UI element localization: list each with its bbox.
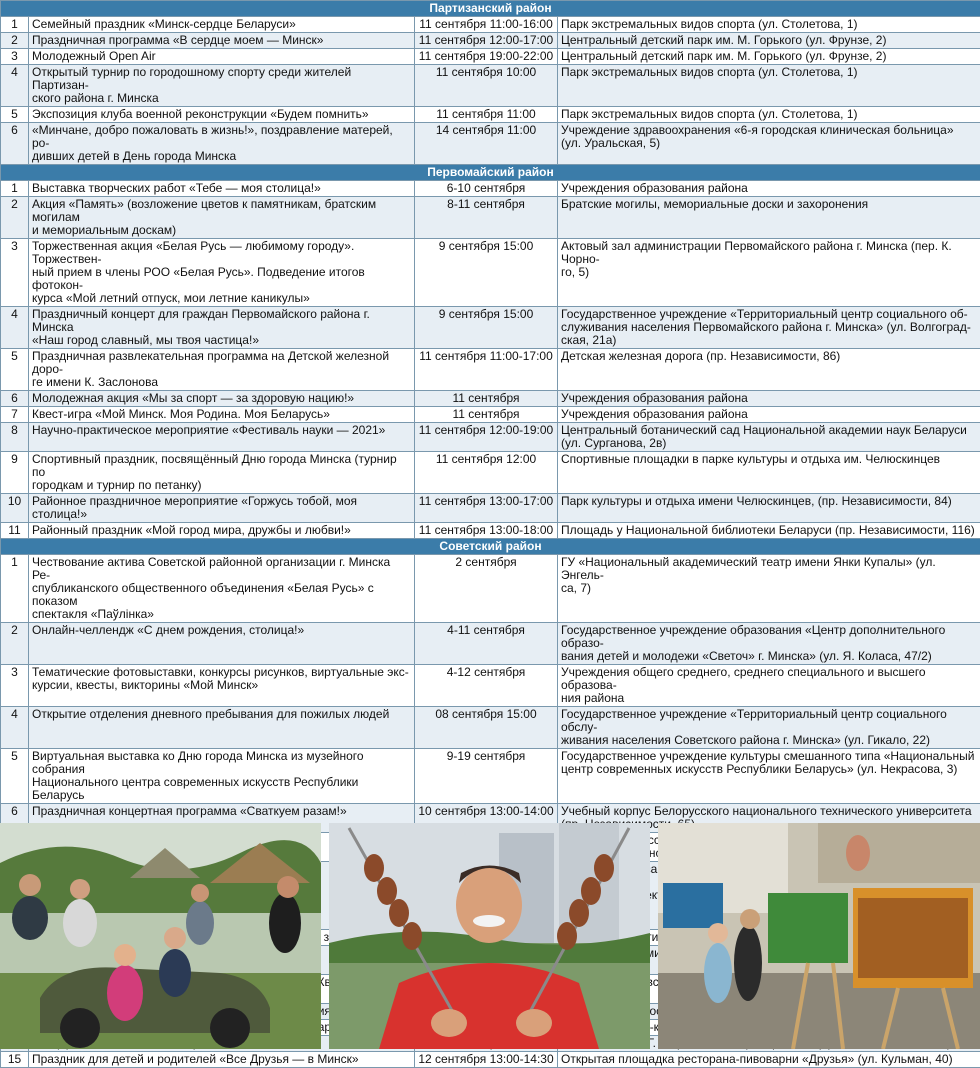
event-date bbox=[415, 555, 558, 623]
event-name bbox=[29, 423, 415, 452]
photo-man-with-shashlik-skewers bbox=[329, 823, 650, 1049]
cell-line: Парк экстремальных видов спорта (ул. Столетова, 1) bbox=[561, 65, 858, 79]
cell-line: 11 сентября bbox=[453, 391, 520, 405]
row-number: 11 bbox=[1, 523, 29, 539]
cell-line: ный прием в члены РОО «Белая Русь». Подведение итогов фотокон- bbox=[32, 265, 365, 292]
row-number: 5 bbox=[1, 107, 29, 123]
section-title: Партизанский район bbox=[1, 1, 980, 17]
cell-line: Парк экстремальных видов спорта (ул. Столетова, 1) bbox=[561, 107, 858, 121]
cell-line: спортивные bbox=[561, 930, 873, 944]
cell-line: 4-11 сентября bbox=[447, 623, 525, 637]
event-place bbox=[558, 494, 980, 523]
table-row bbox=[1, 494, 980, 523]
cell-line: Центральный детский парк им. М. Горького (ул. Фрунзе, 2) bbox=[561, 33, 886, 47]
event-name bbox=[29, 452, 415, 494]
row-number: 2 bbox=[1, 623, 29, 665]
event-name bbox=[29, 749, 415, 804]
cell-line: Государственное учреждение «Территориальный центр социального об- bbox=[561, 307, 968, 321]
photo-outdoor-art-exhibition bbox=[658, 823, 980, 1049]
event-place bbox=[558, 391, 980, 407]
event-place bbox=[558, 49, 980, 65]
table-row bbox=[1, 197, 980, 239]
event-date bbox=[415, 197, 558, 239]
cell-line: 11 сентября 11:00 bbox=[436, 107, 535, 121]
table-row bbox=[1, 555, 980, 623]
event-date bbox=[415, 239, 558, 307]
table-row bbox=[1, 181, 980, 197]
row-number: 9 bbox=[1, 452, 29, 494]
event-date bbox=[415, 17, 558, 33]
cell-line: 11 сентября 11:00-17:00 bbox=[419, 349, 553, 363]
cell-line: Национального центра современных искусств Республики Беларусь bbox=[32, 775, 358, 802]
cell-line: 11 сентября bbox=[453, 407, 520, 421]
cell-line: 12 сентября 13:00-14:30 bbox=[418, 1052, 553, 1066]
event-name bbox=[29, 407, 415, 423]
event-place bbox=[558, 555, 980, 623]
event-name bbox=[29, 17, 415, 33]
cell-line: ге имени К. Заслонова bbox=[32, 375, 158, 389]
cell-line: Районный праздник «Мой город мира, дружбы и любви!» bbox=[32, 523, 351, 537]
cell-line: Торжественная акция «Белая Русь — любимому городу». Торжествен- bbox=[32, 239, 354, 266]
event-date bbox=[415, 349, 558, 391]
event-place bbox=[558, 423, 980, 452]
cell-line: Спортивный праздник, посвящённый Дню города Минска (турнир по bbox=[32, 452, 397, 479]
photo-military-reenactment-sidecar-motorcycle bbox=[0, 823, 321, 1049]
cell-line: 8-11 сентября bbox=[447, 197, 525, 211]
cell-line: Учреждения образования района bbox=[561, 407, 748, 421]
event-name bbox=[29, 494, 415, 523]
event-date bbox=[415, 407, 558, 423]
event-name bbox=[29, 65, 415, 107]
cell-line: Учреждения образования района bbox=[561, 391, 748, 405]
cell-line: Онлайн-челлендж «С днем рождения, столица!» bbox=[32, 623, 304, 637]
event-place bbox=[558, 665, 980, 707]
cell-line: Выставка творческих работ «Тебе — моя столица!» bbox=[32, 181, 321, 195]
cell-line: Квест-игра «Мой Минск. Моя Родина. Моя Беларусь» bbox=[32, 407, 330, 421]
table-row bbox=[1, 33, 980, 49]
cell-line: Виртуальная выставка ко Дню города Минска из музейного собрания bbox=[32, 749, 364, 776]
cell-line: Праздничный концерт для граждан Первомайского района г. Минска bbox=[32, 307, 370, 334]
event-date bbox=[415, 707, 558, 749]
row-number: 7 bbox=[1, 407, 29, 423]
row-number: 6 bbox=[1, 391, 29, 407]
cell-line: Научно-практическое мероприятие «Фестиваль науки — 2021» bbox=[32, 423, 385, 437]
event-name bbox=[29, 555, 415, 623]
cell-line: 11 сентября 12:00-17:00 bbox=[419, 33, 553, 47]
cell-line: Открытый турнир по городошному спорту среди жителей Партизан- bbox=[32, 65, 351, 92]
cell-line: Спортивные площадки в парке культуры и отдыха им. Челюскинцев bbox=[561, 452, 940, 466]
event-name bbox=[29, 239, 415, 307]
table-row bbox=[1, 391, 980, 407]
cell-line: спубликанского общественного объединения «Белая Русь» с показом bbox=[32, 581, 374, 608]
cell-line: 11 сентября 10:00 bbox=[436, 65, 536, 79]
event-place bbox=[558, 349, 980, 391]
table-row bbox=[1, 123, 980, 165]
event-date bbox=[415, 1052, 558, 1068]
event-name bbox=[29, 107, 415, 123]
cell-line: дивших детей в День города Минска bbox=[32, 149, 236, 163]
cell-line: 9 сентября 15:00 bbox=[439, 307, 534, 321]
section-title: Первомайский район bbox=[1, 165, 980, 181]
event-date bbox=[415, 452, 558, 494]
cell-line: 11 сентября 12:00 bbox=[436, 452, 536, 466]
cell-line: городкам и турнир по петанку) bbox=[32, 478, 202, 492]
cell-line: 11 сентября 19:00-22:00 bbox=[419, 49, 553, 63]
table-row bbox=[1, 749, 980, 804]
cell-line: ского района г. Минска bbox=[32, 91, 159, 105]
section-header bbox=[1, 539, 980, 555]
event-date bbox=[415, 623, 558, 665]
row-number: 10 bbox=[1, 494, 29, 523]
section-header bbox=[1, 1, 980, 17]
cell-line: 08 сентября 15:00 bbox=[435, 707, 536, 721]
row-number: 2 bbox=[1, 33, 29, 49]
event-place bbox=[558, 623, 980, 665]
event-date bbox=[415, 33, 558, 49]
cell-line: Учреждения образования района bbox=[561, 181, 748, 195]
event-place bbox=[558, 107, 980, 123]
cell-line: Государственное учреждение «Территориальный центр социального обслу- bbox=[561, 707, 947, 734]
cell-line: 11 сентября 12:00-19:00 bbox=[419, 423, 553, 437]
row-number: 15 bbox=[1, 1052, 29, 1068]
cell-line: 9 сентября 15:00 bbox=[439, 239, 534, 253]
cell-line: Экспозиция клуба военной реконструкции «Будем помнить» bbox=[32, 107, 369, 121]
table-row bbox=[1, 1052, 980, 1068]
cell-line: вания детей и молодежи «Светоч» г. Минска» (ул. Я. Коласа, 47/2) bbox=[561, 649, 932, 663]
table-row bbox=[1, 307, 980, 349]
event-place bbox=[558, 239, 980, 307]
cell-line: ская, 21а) bbox=[561, 333, 616, 347]
cell-line: Центральный детский парк им. М. Горького (ул. Фрунзе, 2) bbox=[561, 49, 886, 63]
row-number: 3 bbox=[1, 49, 29, 65]
event-name bbox=[29, 307, 415, 349]
event-date bbox=[415, 494, 558, 523]
cell-line: (ул. Уральская, 5) bbox=[561, 136, 660, 150]
cell-line: спектакля «Паўлінка» bbox=[32, 607, 154, 621]
row-number: 5 bbox=[1, 349, 29, 391]
event-name bbox=[29, 665, 415, 707]
event-name bbox=[29, 197, 415, 239]
cell-line: го, 5) bbox=[561, 265, 589, 279]
event-date bbox=[415, 181, 558, 197]
event-place bbox=[558, 65, 980, 107]
event-name bbox=[29, 707, 415, 749]
event-name bbox=[29, 49, 415, 65]
cell-line: са, 7) bbox=[561, 581, 591, 595]
cell-line: 4-12 сентября bbox=[447, 665, 526, 679]
table-row bbox=[1, 17, 980, 33]
event-place bbox=[558, 523, 980, 539]
cell-line: Центральный ботанический сад Национальной академии наук Беларуси bbox=[561, 423, 967, 437]
event-date bbox=[415, 123, 558, 165]
cell-line: Детская железная дорога (пр. Независимости, 86) bbox=[561, 349, 840, 363]
cell-line: Государственное учреждение образования «Центр дополнительного образо- bbox=[561, 623, 945, 650]
cell-line: ГУ «Национальный академический театр имени Янки Купалы» (ул. Энгель- bbox=[561, 555, 936, 582]
cell-line: Семейный праздник «Минск-сердце Беларуси» bbox=[32, 17, 296, 31]
row-number: 1 bbox=[1, 17, 29, 33]
cell-line: Братские могилы, мемориальные доски и захоронения bbox=[561, 197, 868, 211]
cell-line: Учебный корпус Белорусского национального технического университета bbox=[561, 804, 972, 818]
event-date bbox=[415, 749, 558, 804]
event-name bbox=[29, 349, 415, 391]
cell-line: 11 сентября 13:00-17:00 bbox=[419, 494, 553, 508]
event-place bbox=[558, 307, 980, 349]
cell-line: Парк культуры и отдыха имени Челюскинцев, (пр. Независимости, 84) bbox=[561, 494, 952, 508]
cell-line: 10 сентября 13:00-14:00 bbox=[418, 804, 553, 818]
event-place bbox=[558, 1052, 980, 1068]
cell-line: Государственное учреждение культуры смешанного типа «Национальный bbox=[561, 749, 975, 763]
cell-line: Учреждение здравоохранения «6-я городская клиническая больница» bbox=[561, 123, 954, 137]
section-header bbox=[1, 165, 980, 181]
event-place bbox=[558, 452, 980, 494]
cell-line: 9-19 сентября bbox=[447, 749, 526, 763]
cell-line: Районное праздничное мероприятие «Горжусь тобой, моя столица!» bbox=[32, 494, 357, 521]
row-number: 4 bbox=[1, 65, 29, 107]
cell-line: курса «Мой летний отпуск, мои летние каникулы» bbox=[32, 291, 310, 305]
event-date bbox=[415, 65, 558, 107]
event-name bbox=[29, 181, 415, 197]
section-title: Советский район bbox=[1, 539, 980, 555]
cell-line: «Наш город славный, мы твоя частица!» bbox=[32, 333, 259, 347]
event-place bbox=[558, 181, 980, 197]
photo-strip bbox=[0, 823, 980, 1049]
cell-line: Открытая площадка ресторана-пивоварни «Друзья» (ул. Кульман, 40) bbox=[561, 1052, 953, 1066]
row-number: 4 bbox=[1, 707, 29, 749]
cell-line: центр современных искусств Республики Беларусь» (ул. Некрасова, 3) bbox=[561, 762, 957, 776]
table-row bbox=[1, 523, 980, 539]
event-place bbox=[558, 17, 980, 33]
cell-line: Парк экстремальных видов спорта (ул. Столетова, 1) bbox=[561, 17, 858, 31]
event-place bbox=[558, 707, 980, 749]
event-date bbox=[415, 523, 558, 539]
table-row bbox=[1, 49, 980, 65]
row-number: 6 bbox=[1, 123, 29, 165]
cell-line: Акция «Память» (возложение цветов к памятникам, братским могилам bbox=[32, 197, 376, 224]
cell-line: плоскостных bbox=[561, 1004, 918, 1018]
cell-line: 11 сентября 13:00-18:00 bbox=[419, 523, 553, 537]
table-row bbox=[1, 65, 980, 107]
table-row bbox=[1, 623, 980, 665]
row-number: 4 bbox=[1, 307, 29, 349]
event-name bbox=[29, 123, 415, 165]
event-date bbox=[415, 665, 558, 707]
event-name bbox=[29, 1052, 415, 1068]
row-number: 5 bbox=[1, 749, 29, 804]
cell-line: Чествование актива Советской районной организации г. Минска Ре- bbox=[32, 555, 390, 582]
cell-line: 6-10 сентября bbox=[447, 181, 526, 195]
row-number: 3 bbox=[1, 665, 29, 707]
event-name bbox=[29, 523, 415, 539]
table-row bbox=[1, 107, 980, 123]
event-date bbox=[415, 307, 558, 349]
table-row bbox=[1, 707, 980, 749]
cell-line: 14 сентября 11:00 bbox=[436, 123, 536, 137]
event-place bbox=[558, 197, 980, 239]
row-number: 1 bbox=[1, 555, 29, 623]
event-date bbox=[415, 107, 558, 123]
cell-line: живания населения Советского района г. Минска» (ул. Гикало, 22) bbox=[561, 733, 930, 747]
event-place bbox=[558, 749, 980, 804]
row-number: 3 bbox=[1, 239, 29, 307]
table-row bbox=[1, 423, 980, 452]
cell-line: Актовый зал администрации Первомайского района г. Минска (пер. К. Чорно- bbox=[561, 239, 952, 266]
cell-line: Тематические фотовыставки, конкурсы рисунков, виртуальные экс- bbox=[32, 665, 409, 679]
table-row bbox=[1, 407, 980, 423]
table-row bbox=[1, 239, 980, 307]
table-row bbox=[1, 452, 980, 494]
row-number: 6 bbox=[1, 804, 29, 833]
cell-line: Учреждения общего среднего, среднего специального и высшего образова- bbox=[561, 665, 926, 692]
cell-line: «Минчане, добро пожаловать в жизнь!», поздравление матерей, ро- bbox=[32, 123, 393, 150]
row-number: 2 bbox=[1, 197, 29, 239]
cell-line: Праздничная концертная программа «Сваткуем разам!» bbox=[32, 804, 347, 818]
event-name bbox=[29, 33, 415, 49]
event-date bbox=[415, 423, 558, 452]
event-name bbox=[29, 623, 415, 665]
cell-line: 2 сентября bbox=[455, 555, 516, 569]
cell-line: Площадь у Национальной библиотеки Беларуси (пр. Независимости, 116) bbox=[561, 523, 975, 537]
cell-line: служивания населения Первомайского района г. Минска» (ул. Волгоград- bbox=[561, 320, 971, 334]
event-place bbox=[558, 33, 980, 49]
event-name bbox=[29, 391, 415, 407]
row-number: 8 bbox=[1, 423, 29, 452]
cell-line: Праздничная программа «В сердце моем — Минск» bbox=[32, 33, 323, 47]
cell-line: (ул. Сурганова, 2в) bbox=[561, 436, 666, 450]
cell-line: Г. bbox=[561, 1036, 951, 1050]
row-number: 1 bbox=[1, 181, 29, 197]
event-place bbox=[558, 407, 980, 423]
table-row bbox=[1, 349, 980, 391]
cell-line: 11 сентября 11:00-16:00 bbox=[419, 17, 553, 31]
cell-line: и мемориальным доскам) bbox=[32, 223, 176, 237]
cell-line: радиоэлектроники» bbox=[561, 888, 962, 915]
cell-line: ния района bbox=[561, 691, 624, 705]
cell-line: Молодежный Open Air bbox=[32, 49, 156, 63]
cell-line: Праздничная развлекательная программа на Детской железной доро- bbox=[32, 349, 389, 376]
cell-line: Открытие отделения дневного пребывания для пожилых людей bbox=[32, 707, 389, 721]
event-date bbox=[415, 49, 558, 65]
event-date bbox=[415, 391, 558, 407]
cell-line: Молодежная акция «Мы за спорт — за здоровую нацию!» bbox=[32, 391, 354, 405]
event-place bbox=[558, 123, 980, 165]
cell-line: Праздник для детей и родителей «Все Друзья — в Минск» bbox=[32, 1052, 359, 1066]
cell-line: курсии, квесты, викторины «Мой Минск» bbox=[32, 678, 258, 692]
table-row bbox=[1, 665, 980, 707]
